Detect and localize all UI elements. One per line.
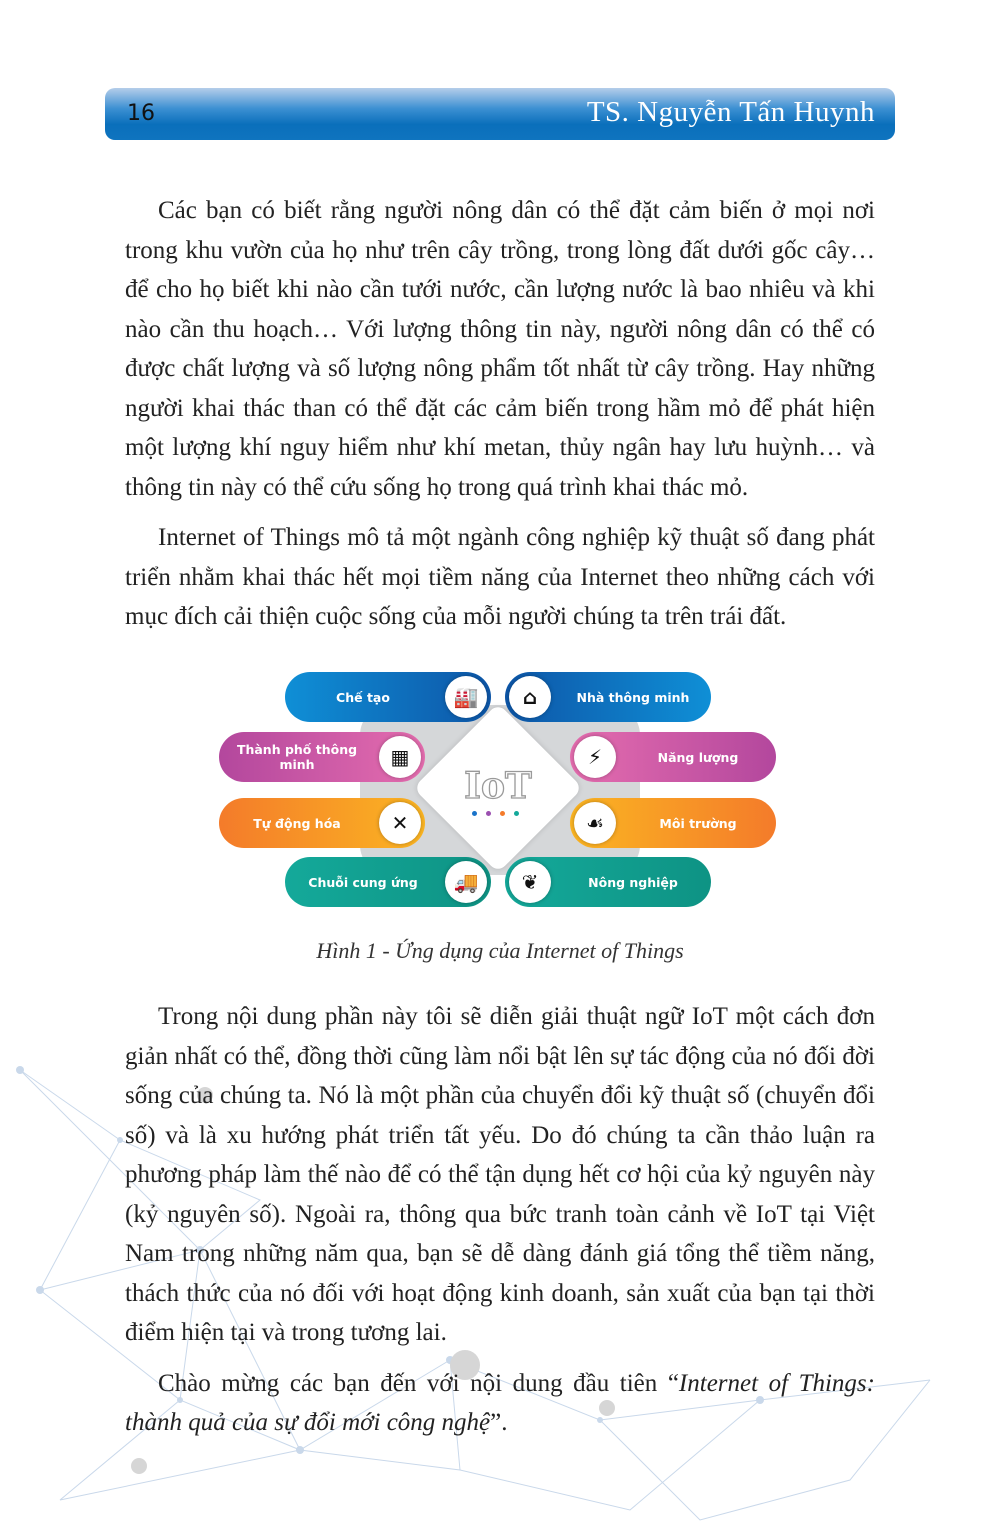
factory-robot-icon: 🏭 — [445, 676, 487, 718]
lightning-icon: ⚡ — [574, 736, 616, 778]
page-header — [105, 88, 895, 140]
body-text-top — [125, 191, 875, 648]
smart-home-icon: ⌂ — [509, 676, 551, 718]
item-supply-chain: Chuỗi cung ứng 🚚 — [285, 857, 491, 907]
item-environment: ☙ Môi trường — [570, 798, 776, 848]
body-text-bottom — [125, 997, 875, 1454]
item-smart-home: ⌂ Nhà thông minh — [505, 672, 711, 722]
tools-icon: ✕ — [379, 802, 421, 844]
closing-paragraph: Chào mừng các bạn đến với nội dung đầu tiên “Internet of Things: thành quả của sự đổi mới công nghệ”. — [125, 1369, 875, 1436]
item-agriculture: ❦ Nông nghiệp — [505, 857, 711, 907]
iot-label: IoT — [464, 765, 532, 807]
leaf-icon: ❦ — [509, 861, 551, 903]
item-manufacturing: Chế tạo 🏭 — [285, 672, 491, 722]
color-dots — [472, 811, 519, 816]
author-name: TS. Nguyễn Tấn Huynh — [586, 96, 875, 128]
item-smart-city: Thành phố thông minh ▦ — [219, 732, 425, 782]
item-automation: Tự động hóa ✕ — [219, 798, 425, 848]
paragraph: Trong nội dung phần này tôi sẽ diễn giải thuật ngữ IoT một cách đơn giản nhất có thể, đồng thời cũng làm nổi bật lên sự tác động của nó đối đời sống của chúng ta. Nó là một phần của chuyển đổi kỹ thuật số (chuyển đổi số) và là xu hướng phát triển tất yếu. Do đó chúng ta cần thảo luận ra phương pháp làm thế nào để có thể tận dụng hết cơ hội của kỷ nguyên này (kỷ nguyên số). Ngoài ra, thông qua bức tranh toàn cảnh về IoT tại Việt Nam trong những năm qua, bạn sẽ dễ dàng đánh giá tổng thể tiềm năng, thách thức của nó đối với hoạt động kinh doanh, sản xuất của bạn tại thời điểm hiện tại và trong tương lai. — [125, 1003, 875, 1346]
iot-applications-figure — [210, 665, 790, 915]
hand-plant-icon: ☙ — [574, 802, 616, 844]
paragraph: Các bạn có biết rằng người nông dân có thể đặt cảm biến ở mọi nơi trong khu vườn của họ như trên cây trồng, trong lòng đất dưới gốc cây… để cho họ biết khi nào cần tưới nước, cần lượng nước là bao nhiêu và khi nào cần thu hoạch… Với lượng thông tin này, người nông dân có thể có được chất lượng và số lượng nông phẩm tốt nhất từ cây trồng. Hay những người khai thác than có thể đặt các cảm biến trong hầm mỏ để phát hiện một lượng khí nguy hiểm như khí metan, thủy ngân hay lưu huỳnh… và thông tin này có thể cứu sống họ trong quá trình khai thác mỏ. — [125, 197, 875, 501]
item-energy: ⚡ Năng lượng — [570, 732, 776, 782]
city-icon: ▦ — [379, 736, 421, 778]
italic-title: Internet of Things: thành quả của sự đổi mới công nghệ — [125, 1369, 875, 1436]
page-number: 16 — [127, 101, 155, 126]
truck-icon: 🚚 — [445, 861, 487, 903]
paragraph: Internet of Things mô tả một ngành công nghiệp kỹ thuật số đang phát triển nhằm khai thác hết mọi tiềm năng của Internet theo những cách với mục đích cải thiện cuộc sống của mỗi người chúng ta trên trái đất. — [125, 524, 875, 630]
figure-caption: Hình 1 - Ứng dụng của Internet of Things — [316, 938, 684, 963]
